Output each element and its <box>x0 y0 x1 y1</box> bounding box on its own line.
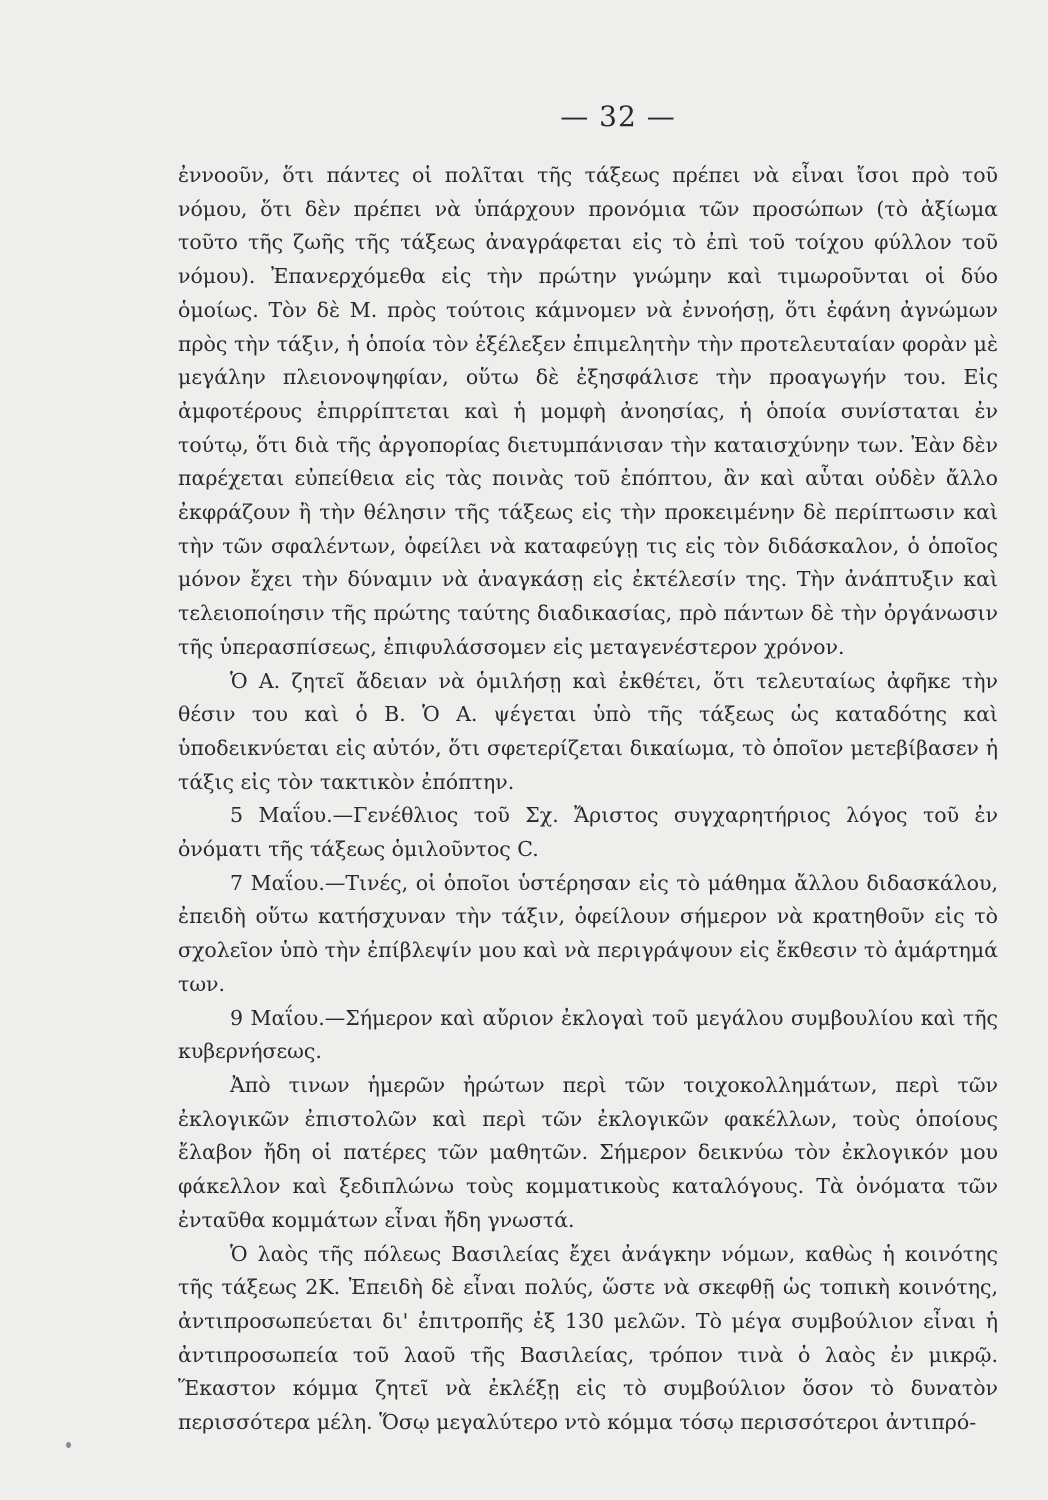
page-number: — 32 — <box>560 100 676 133</box>
paragraph: Ἀπὸ τινων ἡμερῶν ἠρώτων περὶ τῶν τοιχοκολλημάτων, περὶ τῶν ἐκλογικῶν ἐπιστολῶν καὶ περὶ τῶν ἐκλογικῶν φακέλλων, τοὺς ὁποίους ἔλαβον ἤδη οἱ πατέρες τῶν μαθητῶν. Σήμερον δεικνύω τὸν ἐκλογικόν μου φάκελλον καὶ ξεδιπλώνω τοὺς κομματικοὺς καταλόγους. Τὰ ὀνόματα τῶν ἐνταῦθα κομμάτων εἶναι ἤδη γνωστά. <box>178 1072 998 1232</box>
body-text <box>178 159 998 1440</box>
paragraph: 9 Μαΐου.—Σήμερον καὶ αὔριον ἐκλογαὶ τοῦ μεγάλου συμβουλίου καὶ τῆς κυβερνήσεως. <box>178 1005 998 1064</box>
ink-spot <box>66 1442 71 1448</box>
paragraph: Ὁ λαὸς τῆς πόλεως Βασιλείας ἔχει ἀνάγκην νόμων, καθὼς ἡ κοινότης τῆς τάξεως 2Κ. Ἐπειδὴ δὲ εἶναι πολύς, ὥστε νὰ σκεφθῇ ὡς τοπικὴ κοινότης, ἀντιπροσωπεύεται δι' ἐπιτροπῆς ἐξ 130 μελῶν. Τὸ μέγα συμβούλιον εἶναι ἡ ἀντιπροσωπεία τοῦ λαοῦ τῆς Βασιλείας, τρόπον τινὰ ὁ λαὸς ἐν μικρῷ. Ἕκαστον κόμμα ζητεῖ νὰ ἐκλέξῃ εἰς τὸ συμβούλιον ὅσον τὸ δυνατὸν περισσότερα μέλη. Ὅσῳ μεγαλύτερο ντὸ κόμμα τόσῳ περισσότεροι ἀντιπρό- <box>178 1241 998 1435</box>
paragraph: 7 Μαΐου.—Τινές, οἱ ὁποῖοι ὑστέρησαν εἰς τὸ μάθημα ἄλλου διδασκάλου, ἐπειδὴ οὕτω κατήσχυναν τὴν τάξιν, ὀφείλουν σήμερον νὰ κρατηθοῦν εἰς τὸ σχολεῖον ὑπὸ τὴν ἐπίβλεψίν μου καὶ νὰ περιγράψουν εἰς ἔκθεσιν τὸ ἁμάρτημά των. <box>178 870 998 996</box>
paragraph: Ὁ Α. ζητεῖ ἄδειαν νὰ ὁμιλήσῃ καὶ ἐκθέτει, ὅτι τελευταίως ἀφῆκε τὴν θέσιν του καὶ ὁ Β. Ὁ Α. ψέγεται ὑπὸ τῆς τάξεως ὡς καταδότης καὶ ὑποδεικνύεται εἰς αὐτόν, ὅτι σφετερίζεται δικαίωμα, τὸ ὁποῖον μετεβίβασεν ἡ τάξις εἰς τὸν τακτικὸν ἐπόπτην. <box>178 668 998 794</box>
paragraph: 5 Μαΐου.—Γενέθλιος τοῦ Σχ. Ἄριστος συγχαρητήριος λόγος τοῦ ἐν ὀνόματι τῆς τάξεως ὁμιλοῦντος C. <box>178 803 998 862</box>
paragraph: ἐννοοῦν, ὅτι πάντες οἱ πολῖται τῆς τάξεως πρέπει νὰ εἶναι ἴσοι πρὸ τοῦ νόμου, ὅτι δὲν πρέπει νὰ ὑπάρχουν προνόμια τῶν προσώπων (τὸ ἀξίωμα τοῦτο τῆς ζωῆς τῆς τάξεως ἀναγράφεται εἰς τὸ ἐπὶ τοῦ τοίχου φύλλον τοῦ νόμου). Ἐπανερχόμεθα εἰς τὴν πρώτην γνώμην καὶ τιμωροῦνται οἱ δύο ὁμοίως. Τὸν δὲ Μ. πρὸς τούτοις κάμνομεν νὰ ἐννοήσῃ, ὅτι ἐφάνη ἀγνώμων πρὸς τὴν τάξιν, ἡ ὁποία τὸν ἐξέλεξεν ἐπιμελητὴν τὴν προτελευταίαν φορὰν μὲ μεγάλην πλειονοψηφίαν, οὕτω δὲ ἐξησφάλισε τὴν προαγωγήν του. Εἰς ἀμφοτέρους ἐπιρρίπτεται καὶ ἡ μομφὴ ἀνοησίας, ἡ ὁποία συνίσταται ἐν τούτῳ, ὅτι διὰ τῆς ἀργοπορίας διετυμπάνισαν τὴν καταισχύνην των. Ἐὰν δὲν παρέχεται εὐπείθεια εἰς τὰς ποινὰς τοῦ ἐπόπτου, ἂν καὶ αὗται οὐδὲν ἄλλο ἐκφράζουν ἢ τὴν θέλησιν τῆς τάξεως εἰς τὴν προκειμένην δὲ περίπτωσιν καὶ τὴν τῶν σφαλέντων, ὀφείλει νὰ καταφεύγῃ τις εἰς τὸν διδάσκαλον, ὁ ὁποῖος μόνον ἔχει τὴν δύναμιν νὰ ἀναγκάσῃ εἰς ἐκτέλεσίν της. Τὴν ἀνάπτυξιν καὶ τελειοποίησιν τῆς πρώτης ταύτης διαδικασίας, πρὸ πάντων δὲ τὴν ὀργάνωσιν τῆς ὑπερασπίσεως, ἐπιφυλάσσομεν εἰς μεταγενέστερον χρόνον. <box>178 163 998 659</box>
